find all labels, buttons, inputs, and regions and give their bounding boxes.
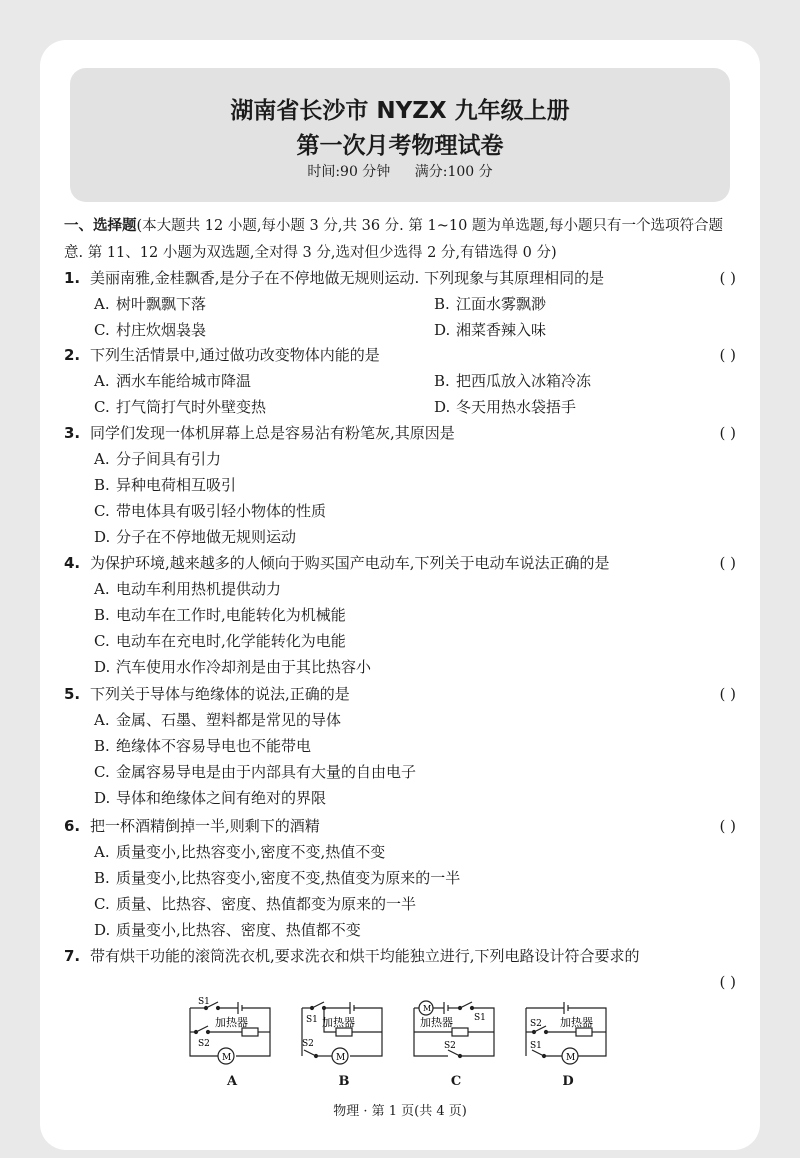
heater-label: 加热器	[420, 1016, 453, 1029]
option-a: A. 分子间具有引力	[94, 450, 222, 468]
question-stem: 美丽南雅,金桂飘香,是分子在不停地做无规则运动. 下列现象与其原理相同的是	[90, 269, 605, 287]
option-a: A. 树叶飘飘下落	[94, 295, 207, 313]
question-number: 7.	[64, 947, 81, 965]
exam-time: 时间:90 分钟	[307, 164, 391, 180]
option-c: C. 金属容易导电是由于内部具有大量的自由电子	[94, 763, 417, 781]
option-d: D. 分子在不停地做无规则运动	[94, 528, 297, 546]
option-c: C. 村庄炊烟袅袅	[94, 321, 207, 339]
switch-label: S1	[198, 997, 210, 1007]
heater-label: 加热器	[560, 1016, 593, 1029]
option-b: B. 绝缘体不容易导电也不能带电	[94, 737, 312, 755]
switch-label: S2	[302, 1039, 314, 1049]
switch-label: S1	[306, 1015, 318, 1025]
option-d: D. 汽车使用水作冷却剂是由于其比热容小	[94, 658, 372, 676]
option-c: C. 打气筒打气时外壁变热	[94, 398, 267, 416]
option-a: A. 洒水车能给城市降温	[94, 372, 252, 390]
question-7	[64, 943, 736, 995]
circuit-b-diagram	[292, 996, 392, 1076]
circuit-d-diagram	[516, 996, 616, 1076]
circuit-c-diagram	[404, 996, 504, 1076]
circuit-label-d: D	[562, 1074, 574, 1089]
answer-blank: ( )	[719, 973, 736, 991]
question-number: 4.	[64, 554, 81, 572]
option-b: B. 把西瓜放入冰箱冷冻	[434, 372, 592, 390]
exam-score: 满分:100 分	[414, 164, 493, 180]
section-heading: 一、选择题	[64, 218, 137, 234]
circuit-label-a: A	[226, 1074, 238, 1089]
option-d: D. 冬天用热水袋捂手	[434, 398, 577, 416]
option-a: A. 电动车利用热机提供动力	[94, 580, 282, 598]
question-stem: 为保护环境,越来越多的人倾向于购买国产电动车,下列关于电动车说法正确的是	[90, 554, 610, 572]
option-c: C. 带电体具有吸引轻小物体的性质	[94, 502, 327, 520]
motor-label: M	[423, 1004, 432, 1013]
circuit-diagrams	[180, 996, 620, 1096]
switch-label: S2	[198, 1039, 210, 1049]
option-b: B. 异种电荷相互吸引	[94, 476, 237, 494]
motor-label: M	[336, 1053, 346, 1063]
option-b: B. 电动车在工作时,电能转化为机械能	[94, 606, 346, 624]
exam-meta	[70, 161, 730, 181]
answer-blank: ( )	[719, 817, 736, 835]
option-a: A. 质量变小,比热容变小,密度不变,热值不变	[94, 843, 386, 861]
switch-label: S1	[474, 1013, 486, 1023]
switch-label: S1	[530, 1041, 542, 1051]
question-stem: 把一杯酒精倒掉一半,则剩下的酒精	[90, 817, 320, 835]
option-d: D. 质量变小,比热容、密度、热值都不变	[94, 921, 361, 939]
question-stem: 同学们发现一体机屏幕上总是容易沾有粉笔灰,其原因是	[90, 424, 455, 442]
section-instructions: (本大题共 12 小题,每小题 3 分,共 36 分. 第 1~10 题为单选题,每小题只有一个选项符合题意. 第 11、12 小题为双选题,全对得 3 分,选对但少选得 2 分,有错选得 0 分)	[64, 218, 724, 261]
page-footer: 物理 · 第 1 页(共 4 页)	[333, 1104, 467, 1119]
section-intro	[64, 213, 740, 267]
option-b: B. 江面水雾飘渺	[434, 295, 547, 313]
option-c: C. 电动车在充电时,化学能转化为电能	[94, 632, 346, 650]
heater-label: 加热器	[215, 1016, 248, 1029]
question-number: 6.	[64, 817, 81, 835]
question-number: 1.	[64, 269, 81, 287]
question-number: 5.	[64, 685, 81, 703]
exam-title-line2: 第一次月考物理试卷	[296, 133, 504, 159]
circuit-label-c: C	[450, 1074, 462, 1089]
option-c: C. 质量、比热容、密度、热值都变为原来的一半	[94, 895, 417, 913]
option-b: B. 质量变小,比热容变小,密度不变,热值变为原来的一半	[94, 869, 461, 887]
circuit-label-b: B	[338, 1074, 350, 1089]
answer-blank: ( )	[719, 685, 736, 703]
question-stem: 下列关于导体与绝缘体的说法,正确的是	[90, 685, 350, 703]
question-2	[64, 342, 736, 420]
exam-title-line1: 湖南省长沙市 NYZX 九年级上册	[230, 98, 570, 124]
question-stem: 带有烘干功能的滚筒洗衣机,要求洗衣和烘干均能独立进行,下列电路设计符合要求的	[90, 947, 640, 965]
switch-label: S2	[444, 1041, 456, 1051]
answer-blank: ( )	[719, 424, 736, 442]
question-6	[64, 813, 736, 943]
question-number: 3.	[64, 424, 81, 442]
heater-label: 加热器	[322, 1016, 355, 1029]
question-5	[64, 681, 736, 811]
circuit-a-diagram	[180, 996, 280, 1076]
question-4	[64, 550, 736, 680]
motor-label: M	[222, 1053, 232, 1063]
question-stem: 下列生活情景中,通过做功改变物体内能的是	[90, 346, 380, 364]
switch-label: S2	[530, 1019, 542, 1029]
answer-blank: ( )	[719, 269, 736, 287]
option-d: D. 导体和绝缘体之间有绝对的界限	[94, 789, 327, 807]
motor-label: M	[566, 1053, 576, 1063]
question-number: 2.	[64, 346, 81, 364]
question-3	[64, 420, 736, 550]
option-a: A. 金属、石墨、塑料都是常见的导体	[94, 711, 342, 729]
answer-blank: ( )	[719, 554, 736, 572]
option-d: D. 湘菜香辣入味	[434, 321, 547, 339]
answer-blank: ( )	[719, 346, 736, 364]
question-1	[64, 265, 736, 343]
